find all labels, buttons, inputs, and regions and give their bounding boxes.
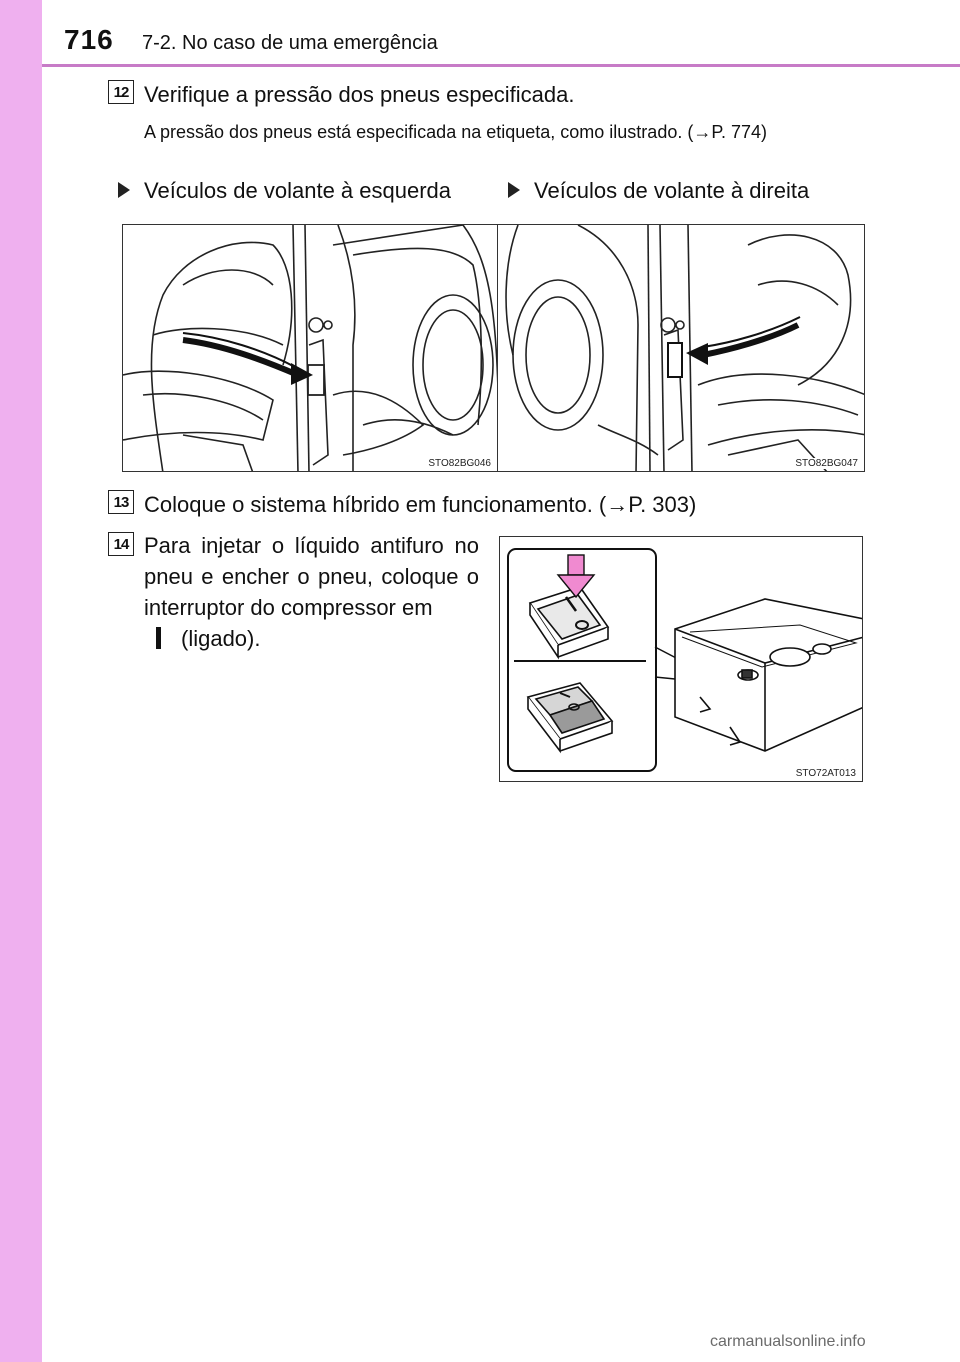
figure-left-hand-door: [122, 224, 498, 472]
left-door-illustration: [123, 225, 498, 472]
step-14-text-on: (ligado).: [181, 626, 261, 651]
right-hand-text: Veículos de volante à direita: [534, 178, 810, 203]
right-hand-label: [508, 178, 809, 204]
watermark-text: carmanualsonline.info: [710, 1333, 866, 1350]
figure-right-hand-door: [497, 224, 865, 472]
switch-on-symbol-icon: [156, 627, 161, 649]
left-hand-text: Veículos de volante à esquerda: [144, 178, 452, 203]
chapter-tab-sidebar: [0, 0, 42, 1362]
triangle-bullet-icon: [118, 182, 130, 198]
triangle-bullet-icon: [508, 182, 520, 198]
figure-code-left: STO82BG046: [428, 458, 491, 469]
step-13-title: Coloque o sistema híbrido em funcionamento. (→P. 303): [144, 492, 697, 517]
header-divider: [42, 64, 960, 67]
step-14-text-main: Para injetar o líquido antifuro no pneu e encher o pneu, coloque o interruptor do compressor em: [144, 533, 479, 620]
step-12-note: A pressão dos pneus está especificada na etiqueta, como ilustrado. (→P. 774): [144, 122, 768, 142]
chapter-title: 7-2. No caso de uma emergência: [142, 32, 438, 54]
figure-code-right: STO82BG047: [795, 458, 858, 469]
compressor-illustration: [500, 537, 863, 782]
right-door-illustration: [498, 225, 865, 472]
step-12-title: Verifique a pressão dos pneus especificada.: [144, 82, 575, 107]
page-number: 716: [64, 24, 114, 55]
figure-code-compressor: STO72AT013: [795, 768, 856, 779]
page-header: [42, 0, 960, 66]
step-badge-13: 13: [108, 490, 134, 514]
step-badge-14: 14: [108, 532, 134, 556]
step-badge-12: 12: [108, 80, 134, 104]
figure-compressor-switch: [499, 536, 863, 782]
left-hand-label: [118, 178, 451, 204]
step-14-text: [144, 530, 479, 654]
